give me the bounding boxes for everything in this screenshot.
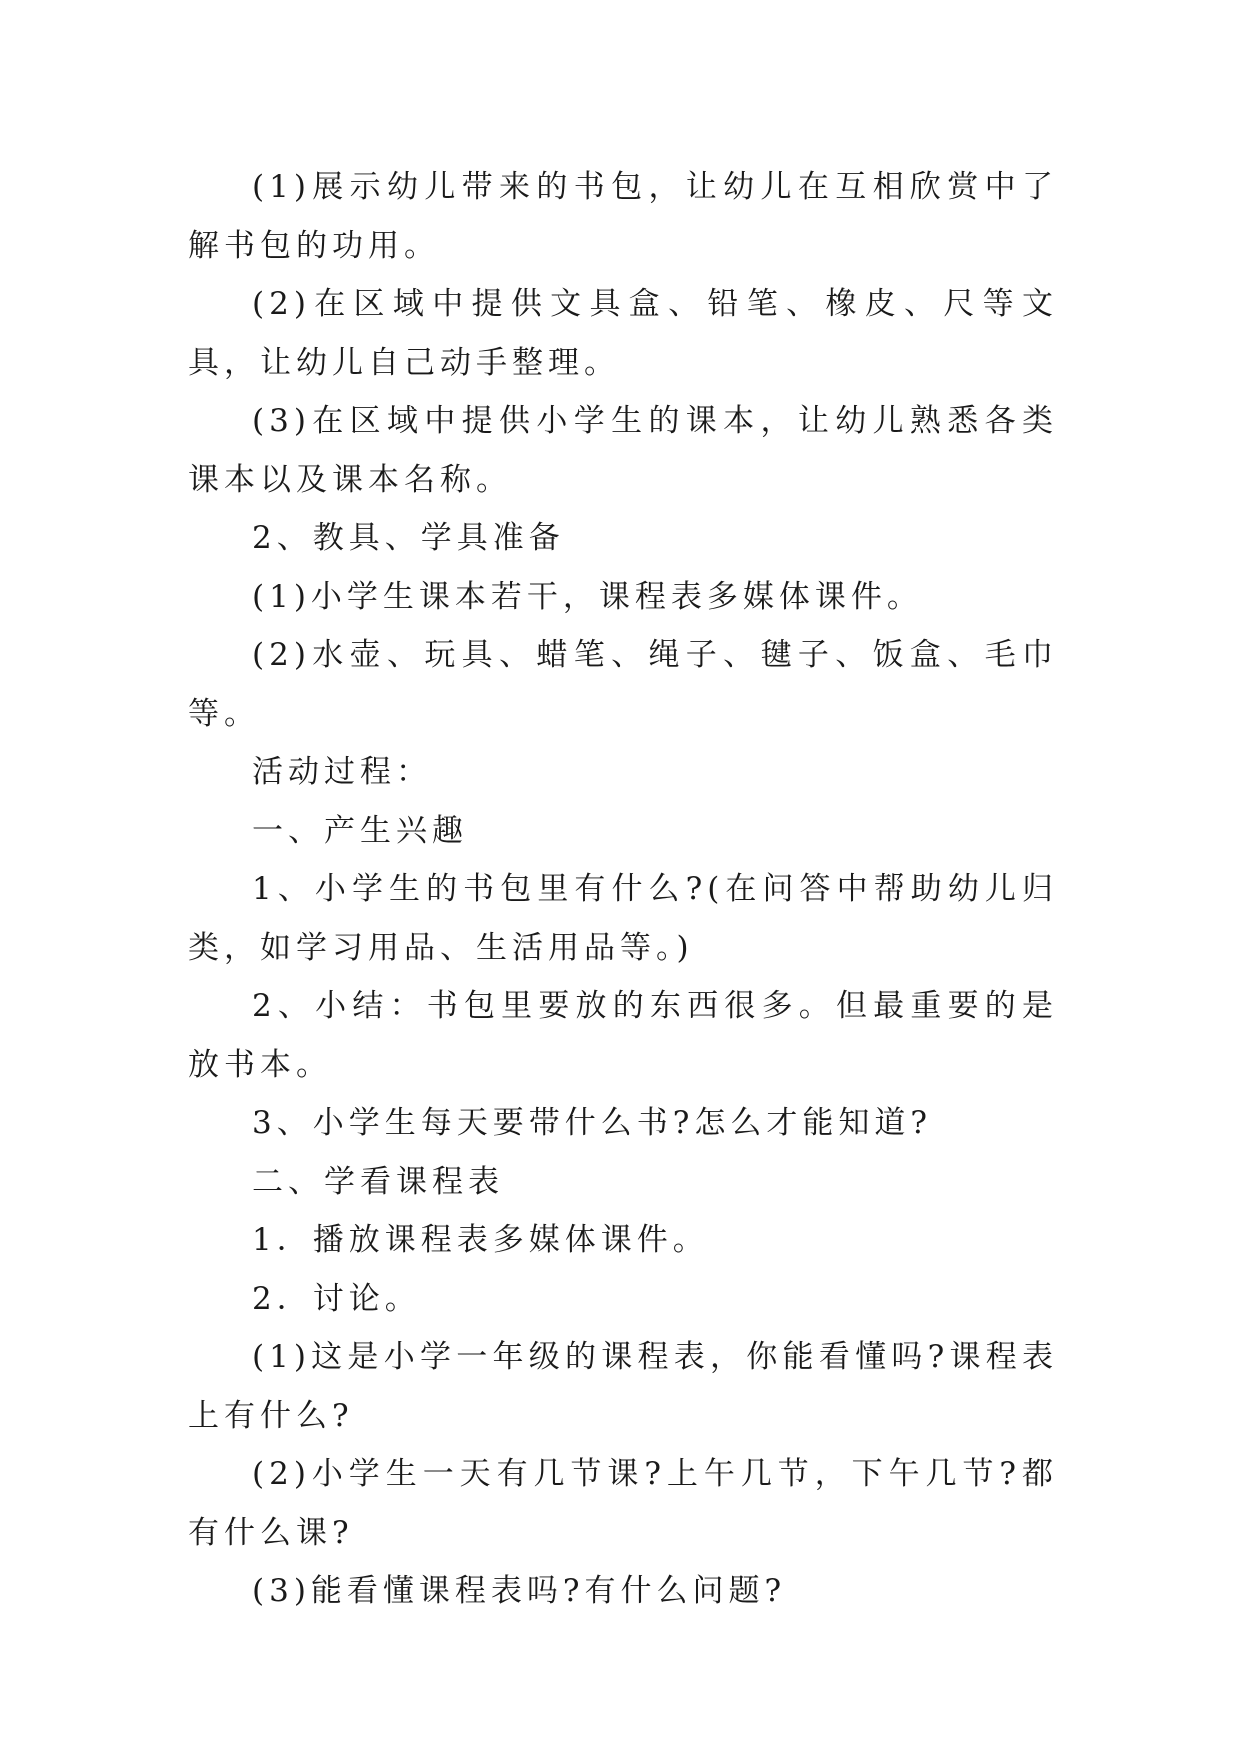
paragraph: 1．播放课程表多媒体课件。 — [252, 1222, 709, 1258]
section-heading: 一、产生兴趣 — [252, 812, 468, 849]
paragraph: (1)展示幼儿带来的书包，让幼儿在互相欣赏中了解书包的功用。 — [188, 169, 1058, 264]
paragraph: (3)在区域中提供小学生的课本，让幼儿熟悉各类课本以及课本名称。 — [188, 403, 1058, 498]
paragraph: (2)小学生一天有几节课?上午几节，下午几节?都有什么课? — [188, 1456, 1058, 1551]
paragraph: (2)水壶、玩具、蜡笔、绳子、毽子、饭盒、毛巾等。 — [188, 637, 1058, 732]
paragraph: 2．讨论。 — [252, 1280, 421, 1317]
section-heading: 活动过程： — [252, 754, 432, 790]
paragraph: (1)小学生课本若干，课程表多媒体课件。 — [252, 578, 923, 615]
paragraph: (1)这是小学一年级的课程表，你能看懂吗?课程表上有什么? — [188, 1339, 1058, 1434]
paragraph: 2、小结：书包里要放的东西很多。但最重要的是放书本。 — [188, 988, 1058, 1083]
section-heading: 2、教具、学具准备 — [252, 520, 565, 556]
paragraph: 3、小学生每天要带什么书?怎么才能知道? — [252, 1105, 932, 1141]
paragraph: (2)在区域中提供文具盒、铅笔、橡皮、尺等文具，让幼儿自己动手整理。 — [188, 286, 1058, 381]
paragraph: 1、小学生的书包里有什么?(在问答中帮助幼儿归类，如学习用品、生活用品等。) — [188, 871, 1058, 966]
paragraph: (3)能看懂课程表吗?有什么问题? — [252, 1573, 787, 1609]
section-heading: 二、学看课程表 — [252, 1163, 504, 1200]
document-body — [188, 158, 1058, 1621]
